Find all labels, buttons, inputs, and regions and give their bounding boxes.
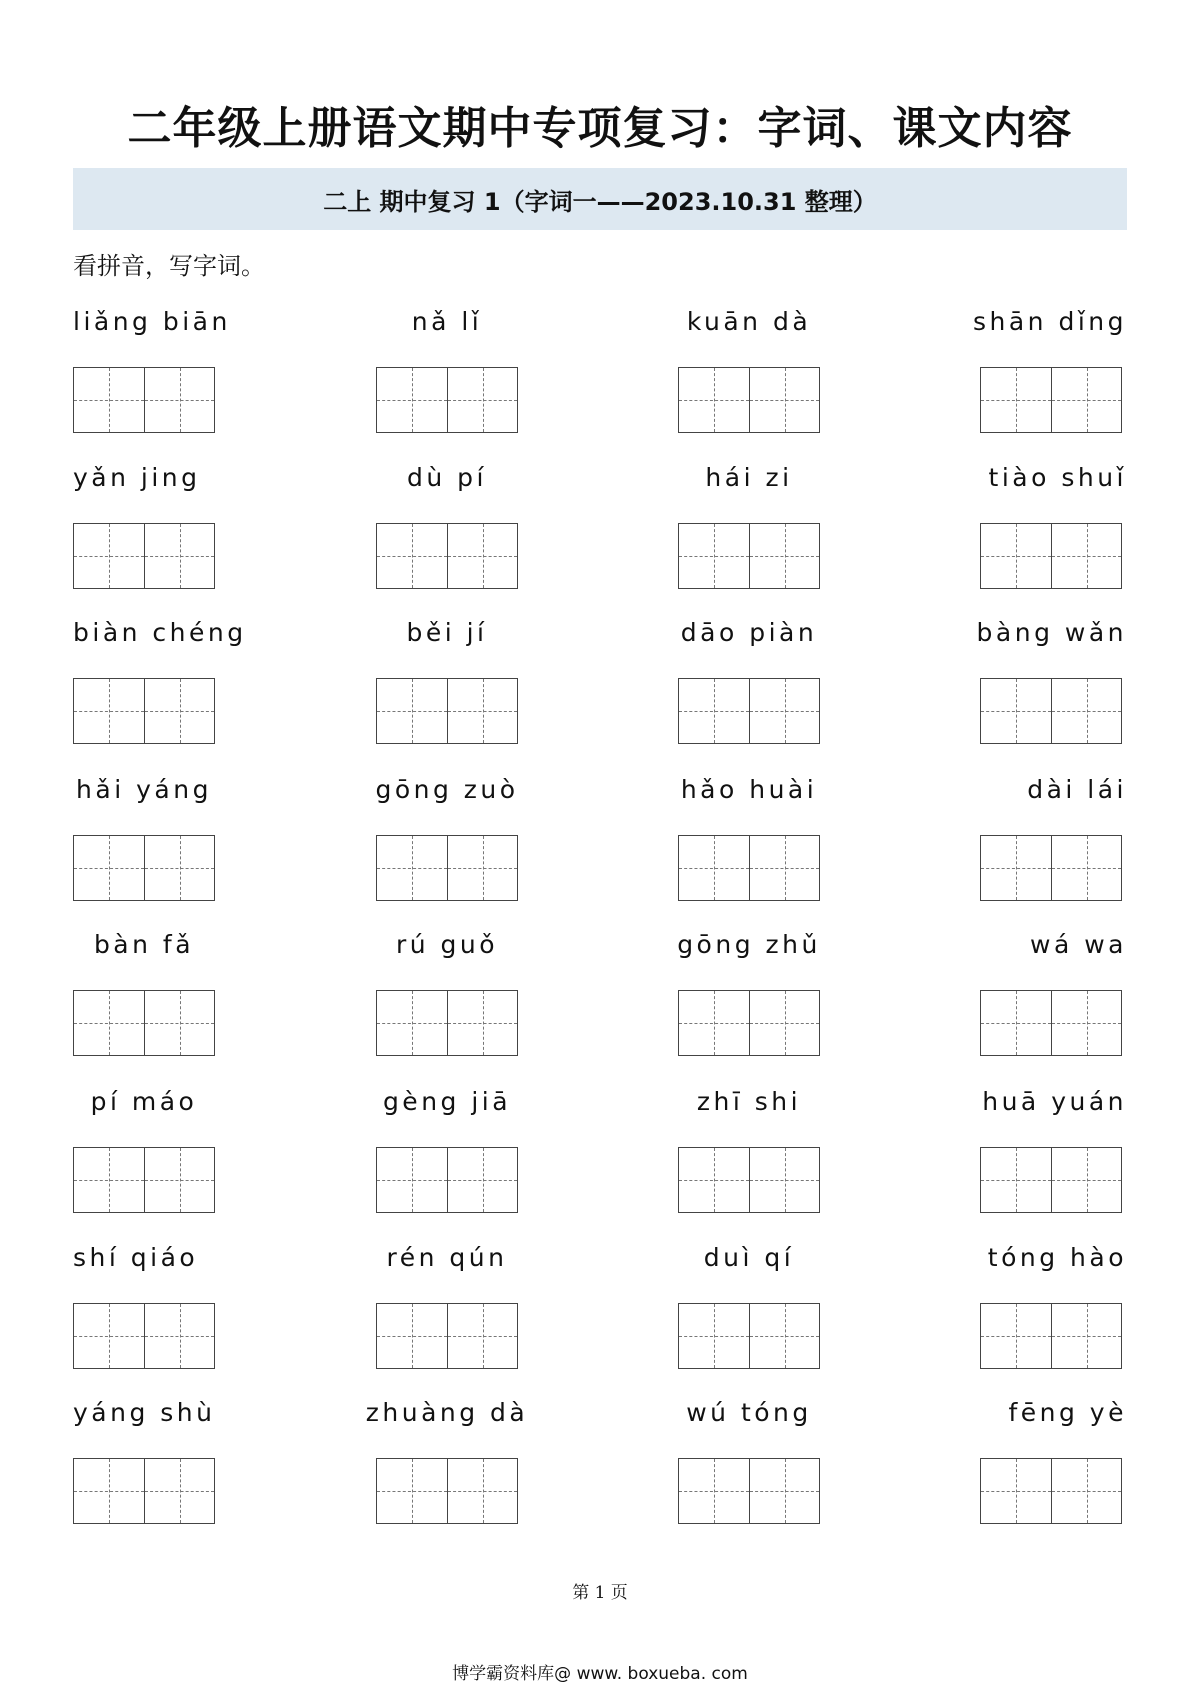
character-writing-boxes[interactable] (376, 678, 518, 744)
character-writing-boxes[interactable] (678, 678, 820, 744)
exercise-item (365, 1398, 529, 1548)
character-writing-boxes[interactable] (376, 1147, 518, 1213)
tian-zi-ge-cell[interactable] (749, 1148, 819, 1212)
exercise-item (980, 1243, 1127, 1393)
tian-zi-ge-cell[interactable] (377, 368, 447, 432)
pinyin-label: gèng jiā (382, 1087, 512, 1116)
tian-zi-ge-cell[interactable] (749, 991, 819, 1055)
character-writing-boxes[interactable] (980, 678, 1122, 744)
character-writing-boxes[interactable] (980, 835, 1122, 901)
tian-zi-ge-cell[interactable] (377, 524, 447, 588)
tian-zi-ge-cell[interactable] (377, 991, 447, 1055)
pinyin-label: huā yuán (982, 1087, 1127, 1116)
exercise-item (980, 1087, 1127, 1237)
exercise-item (678, 1243, 820, 1393)
tian-zi-ge-cell[interactable] (74, 991, 144, 1055)
pinyin-label: hái zi (705, 463, 793, 492)
exercise-item (678, 1087, 820, 1237)
tian-zi-ge-cell[interactable] (1051, 368, 1121, 432)
tian-zi-ge-cell[interactable] (1051, 679, 1121, 743)
pinyin-label: bàng wǎn (976, 618, 1127, 647)
tian-zi-ge-cell[interactable] (1051, 524, 1121, 588)
character-writing-boxes[interactable] (678, 1303, 820, 1369)
character-writing-boxes[interactable] (376, 1458, 518, 1524)
tian-zi-ge-cell[interactable] (74, 1148, 144, 1212)
pinyin-label: tiào shuǐ (988, 463, 1127, 492)
exercise-item (376, 618, 518, 768)
character-writing-boxes[interactable] (376, 990, 518, 1056)
tian-zi-ge-cell[interactable] (749, 1304, 819, 1368)
pinyin-label: biàn chéng (73, 618, 247, 647)
tian-zi-ge-cell[interactable] (981, 1304, 1051, 1368)
pinyin-label: shí qiáo (73, 1243, 199, 1272)
page-number: 第 1 页 (572, 1583, 628, 1603)
exercise-item (972, 307, 1127, 457)
exercise-item (980, 775, 1127, 925)
pinyin-label: duì qí (703, 1243, 795, 1272)
pinyin-label: kuān dà (686, 307, 812, 336)
tian-zi-ge-cell[interactable] (74, 1304, 144, 1368)
tian-zi-ge-cell[interactable] (679, 524, 749, 588)
tian-zi-ge-cell[interactable] (749, 836, 819, 900)
character-writing-boxes[interactable] (73, 1458, 215, 1524)
character-writing-boxes[interactable] (980, 367, 1122, 433)
exercise-item (73, 1398, 215, 1548)
tian-zi-ge-cell[interactable] (679, 836, 749, 900)
tian-zi-ge-cell[interactable] (144, 1148, 214, 1212)
footer-watermark: 博学霸资料库@ www. boxueba. com (452, 1664, 748, 1684)
exercise-item (73, 618, 247, 768)
tian-zi-ge-cell[interactable] (144, 836, 214, 900)
pinyin-label: bàn fǎ (93, 930, 195, 959)
character-writing-boxes[interactable] (73, 523, 215, 589)
character-writing-boxes[interactable] (678, 1147, 820, 1213)
section-banner-label: 二上 期中复习 1（字词一——2023.10.31 整理） (323, 187, 877, 216)
tian-zi-ge-cell[interactable] (679, 1304, 749, 1368)
tian-zi-ge-cell[interactable] (144, 524, 214, 588)
character-writing-boxes[interactable] (73, 835, 215, 901)
tian-zi-ge-cell[interactable] (377, 1304, 447, 1368)
exercise-item (678, 618, 820, 768)
pinyin-label: dù pí (407, 463, 487, 492)
character-writing-boxes[interactable] (376, 367, 518, 433)
character-writing-boxes[interactable] (980, 1147, 1122, 1213)
character-writing-boxes[interactable] (980, 990, 1122, 1056)
character-writing-boxes[interactable] (376, 1303, 518, 1369)
tian-zi-ge-cell[interactable] (749, 368, 819, 432)
instruction-text: 看拼音，写字词。 (73, 252, 265, 280)
exercise-item (73, 463, 215, 613)
pinyin-label: rén qún (386, 1243, 508, 1272)
pinyin-label: zhī shi (696, 1087, 802, 1116)
tian-zi-ge-cell[interactable] (749, 679, 819, 743)
tian-zi-ge-cell[interactable] (74, 836, 144, 900)
page-title: 二年级上册语文期中专项复习：字词、课文内容 (127, 103, 1073, 154)
character-writing-boxes[interactable] (73, 1303, 215, 1369)
pinyin-label: shān dǐng (972, 307, 1127, 336)
pinyin-label: gōng zuò (375, 775, 519, 804)
tian-zi-ge-cell[interactable] (447, 991, 517, 1055)
exercise-item (376, 463, 518, 613)
tian-zi-ge-cell[interactable] (981, 524, 1051, 588)
exercise-item (376, 1087, 518, 1237)
tian-zi-ge-cell[interactable] (1051, 1459, 1121, 1523)
tian-zi-ge-cell[interactable] (981, 1148, 1051, 1212)
character-writing-boxes[interactable] (980, 523, 1122, 589)
exercise-item (376, 1243, 518, 1393)
pinyin-label: běi jí (406, 618, 488, 647)
character-writing-boxes[interactable] (376, 523, 518, 589)
pinyin-label: yáng shù (73, 1398, 216, 1427)
exercise-item (73, 930, 215, 1080)
exercise-item (976, 618, 1127, 768)
character-writing-boxes[interactable] (678, 835, 820, 901)
tian-zi-ge-cell[interactable] (679, 1148, 749, 1212)
tian-zi-ge-cell[interactable] (981, 368, 1051, 432)
tian-zi-ge-cell[interactable] (447, 1304, 517, 1368)
exercise-item (73, 307, 231, 457)
pinyin-label: tóng hào (987, 1243, 1127, 1272)
pinyin-label: yǎn jing (73, 463, 201, 492)
character-writing-boxes[interactable] (73, 678, 215, 744)
exercise-item (376, 930, 518, 1080)
exercise-item (678, 463, 820, 613)
exercise-item (678, 775, 820, 925)
tian-zi-ge-cell[interactable] (679, 991, 749, 1055)
character-writing-boxes[interactable] (678, 367, 820, 433)
tian-zi-ge-cell[interactable] (144, 1304, 214, 1368)
exercise-item (678, 307, 820, 457)
character-writing-boxes[interactable] (73, 367, 215, 433)
pinyin-label: hǎi yáng (76, 775, 212, 804)
character-writing-boxes[interactable] (376, 835, 518, 901)
pinyin-label: dài lái (1027, 775, 1127, 804)
exercise-item (376, 307, 518, 457)
tian-zi-ge-cell[interactable] (74, 1459, 144, 1523)
tian-zi-ge-cell[interactable] (981, 1459, 1051, 1523)
tian-zi-ge-cell[interactable] (377, 1459, 447, 1523)
tian-zi-ge-cell[interactable] (447, 1148, 517, 1212)
pinyin-label: rú guǒ (395, 930, 499, 959)
tian-zi-ge-cell[interactable] (447, 836, 517, 900)
tian-zi-ge-cell[interactable] (1051, 1148, 1121, 1212)
exercise-item (980, 463, 1127, 613)
character-writing-boxes[interactable] (678, 523, 820, 589)
tian-zi-ge-cell[interactable] (144, 1459, 214, 1523)
character-writing-boxes[interactable] (980, 1303, 1122, 1369)
tian-zi-ge-cell[interactable] (1051, 991, 1121, 1055)
pinyin-label: nǎ lǐ (411, 307, 483, 336)
tian-zi-ge-cell[interactable] (447, 368, 517, 432)
pinyin-label: pí máo (90, 1087, 198, 1116)
character-writing-boxes[interactable] (73, 1147, 215, 1213)
tian-zi-ge-cell[interactable] (74, 679, 144, 743)
pinyin-label: dāo piàn (680, 618, 818, 647)
section-banner (73, 168, 1127, 230)
tian-zi-ge-cell[interactable] (377, 679, 447, 743)
tian-zi-ge-cell[interactable] (981, 991, 1051, 1055)
tian-zi-ge-cell[interactable] (679, 679, 749, 743)
exercise-item (376, 775, 518, 925)
exercise-item (73, 1243, 215, 1393)
tian-zi-ge-cell[interactable] (749, 524, 819, 588)
tian-zi-ge-cell[interactable] (447, 679, 517, 743)
tian-zi-ge-cell[interactable] (144, 991, 214, 1055)
exercise-item (73, 1087, 215, 1237)
exercise-item (980, 1398, 1127, 1548)
tian-zi-ge-cell[interactable] (377, 836, 447, 900)
tian-zi-ge-cell[interactable] (1051, 836, 1121, 900)
tian-zi-ge-cell[interactable] (144, 368, 214, 432)
character-writing-boxes[interactable] (678, 1458, 820, 1524)
pinyin-label: gōng zhǔ (677, 930, 821, 959)
tian-zi-ge-cell[interactable] (679, 368, 749, 432)
pinyin-label: liǎng biān (73, 307, 231, 336)
pinyin-label: wú tóng (686, 1398, 812, 1427)
tian-zi-ge-cell[interactable] (1051, 1304, 1121, 1368)
exercise-item (980, 930, 1127, 1080)
exercise-item (678, 930, 820, 1080)
exercise-item (678, 1398, 820, 1548)
character-writing-boxes[interactable] (980, 1458, 1122, 1524)
tian-zi-ge-cell[interactable] (981, 836, 1051, 900)
pinyin-label: hǎo huài (680, 775, 818, 804)
tian-zi-ge-cell[interactable] (74, 524, 144, 588)
pinyin-label: fēng yè (1008, 1398, 1127, 1427)
tian-zi-ge-cell[interactable] (447, 524, 517, 588)
tian-zi-ge-cell[interactable] (679, 1459, 749, 1523)
character-writing-boxes[interactable] (678, 990, 820, 1056)
character-writing-boxes[interactable] (73, 990, 215, 1056)
pinyin-label: wá wa (1030, 930, 1127, 959)
tian-zi-ge-cell[interactable] (377, 1148, 447, 1212)
tian-zi-ge-cell[interactable] (144, 679, 214, 743)
tian-zi-ge-cell[interactable] (447, 1459, 517, 1523)
tian-zi-ge-cell[interactable] (981, 679, 1051, 743)
tian-zi-ge-cell[interactable] (749, 1459, 819, 1523)
tian-zi-ge-cell[interactable] (74, 368, 144, 432)
exercise-item (73, 775, 215, 925)
pinyin-label: zhuàng dà (365, 1398, 529, 1427)
